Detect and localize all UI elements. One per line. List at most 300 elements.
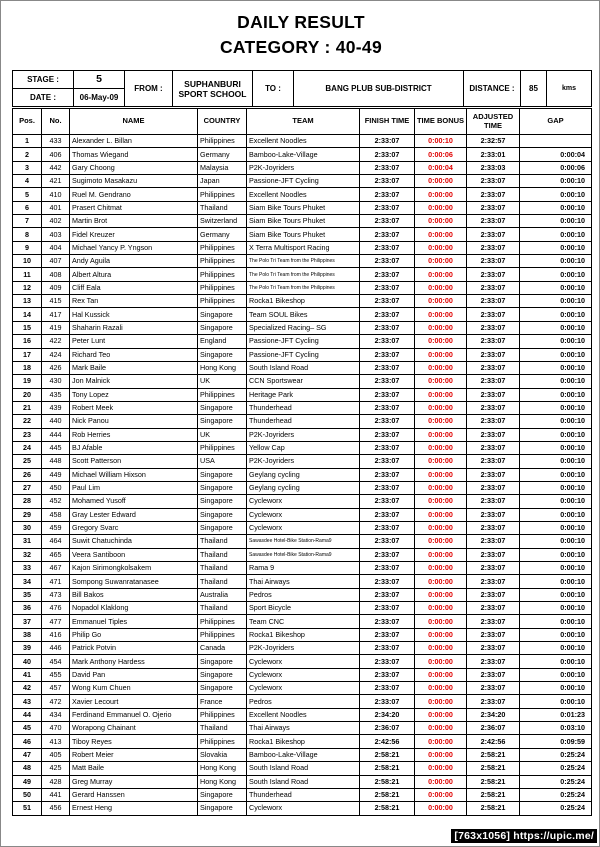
cell-name: Scott Patterson — [70, 455, 198, 468]
cell-bonus: 0:00:00 — [415, 788, 467, 801]
cell-name: David Pan — [70, 668, 198, 681]
col-name: NAME — [70, 109, 198, 135]
cell-no: 404 — [42, 241, 70, 254]
table-row — [13, 495, 592, 508]
cell-pos: 25 — [13, 455, 42, 468]
cell-finish: 2:33:07 — [360, 228, 415, 241]
cell-adjusted: 2:33:07 — [467, 308, 520, 321]
cell-bonus: 0:00:00 — [415, 228, 467, 241]
cell-finish: 2:33:07 — [360, 321, 415, 334]
cell-team: Passione-JFT Cycling — [247, 335, 360, 348]
cell-bonus: 0:00:00 — [415, 695, 467, 708]
cell-pos: 23 — [13, 428, 42, 441]
cell-gap: 0:00:10 — [520, 481, 592, 494]
cell-no: 445 — [42, 441, 70, 454]
cell-no: 457 — [42, 682, 70, 695]
cell-gap: 0:00:10 — [520, 388, 592, 401]
distance-unit: kms — [547, 71, 592, 107]
cell-name: Hal Kussick — [70, 308, 198, 321]
cell-country: UK — [198, 428, 247, 441]
cell-name: Rex Tan — [70, 295, 198, 308]
cell-bonus: 0:00:00 — [415, 241, 467, 254]
cell-country: Thailand — [198, 575, 247, 588]
date-label: DATE : — [13, 89, 74, 107]
cell-adjusted: 2:36:07 — [467, 722, 520, 735]
cell-pos: 19 — [13, 375, 42, 388]
cell-gap: 0:00:10 — [520, 668, 592, 681]
cell-adjusted: 2:33:07 — [467, 495, 520, 508]
cell-finish: 2:58:21 — [360, 788, 415, 801]
cell-no: 406 — [42, 148, 70, 161]
cell-bonus: 0:00:00 — [415, 495, 467, 508]
cell-finish: 2:33:07 — [360, 295, 415, 308]
cell-bonus: 0:00:00 — [415, 428, 467, 441]
cell-country: Singapore — [198, 481, 247, 494]
cell-team: Sawasdee Hotel-Bike Station-Rama9 — [247, 535, 360, 548]
cell-adjusted: 2:33:07 — [467, 388, 520, 401]
cell-pos: 3 — [13, 161, 42, 174]
cell-name: Mohamed Yusoff — [70, 495, 198, 508]
cell-adjusted: 2:33:07 — [467, 361, 520, 374]
cell-name: Michael William Hixson — [70, 468, 198, 481]
cell-finish: 2:33:07 — [360, 441, 415, 454]
cell-bonus: 0:00:00 — [415, 588, 467, 601]
table-row — [13, 268, 592, 281]
cell-name: Patrick Potvin — [70, 642, 198, 655]
cell-pos: 49 — [13, 775, 42, 788]
cell-pos: 48 — [13, 762, 42, 775]
cell-adjusted: 2:33:07 — [467, 642, 520, 655]
cell-bonus: 0:00:00 — [415, 682, 467, 695]
cell-bonus: 0:00:00 — [415, 602, 467, 615]
cell-country: Philippines — [198, 441, 247, 454]
cell-bonus: 0:00:00 — [415, 615, 467, 628]
cell-no: 459 — [42, 521, 70, 534]
cell-bonus: 0:00:00 — [415, 295, 467, 308]
cell-pos: 14 — [13, 308, 42, 321]
cell-gap: 0:00:10 — [520, 188, 592, 201]
cell-team: Excellent Noodles — [247, 135, 360, 148]
cell-name: Thomas Wiegand — [70, 148, 198, 161]
cell-finish: 2:33:07 — [360, 535, 415, 548]
cell-team: Yellow Cap — [247, 441, 360, 454]
cell-no: 402 — [42, 215, 70, 228]
cell-no: 415 — [42, 295, 70, 308]
cell-gap: 0:00:10 — [520, 441, 592, 454]
cell-name: Gerard Hanssen — [70, 788, 198, 801]
cell-team: P2K-Joyriders — [247, 642, 360, 655]
cell-no: 426 — [42, 361, 70, 374]
header-row — [13, 109, 592, 135]
cell-country: Singapore — [198, 655, 247, 668]
cell-country: Philippines — [198, 735, 247, 748]
cell-team: Cycleworx — [247, 802, 360, 815]
cell-team: Thai Airways — [247, 575, 360, 588]
cell-gap: 0:25:24 — [520, 788, 592, 801]
cell-gap: 0:00:10 — [520, 495, 592, 508]
cell-finish: 2:33:07 — [360, 628, 415, 641]
cell-pos: 39 — [13, 642, 42, 655]
col-bonus: TIME BONUS — [415, 109, 467, 135]
cell-finish: 2:33:07 — [360, 655, 415, 668]
cell-adjusted: 2:33:01 — [467, 148, 520, 161]
table-row — [13, 281, 592, 294]
cell-team: Thunderhead — [247, 415, 360, 428]
cell-name: Suwit Chatuchinda — [70, 535, 198, 548]
cell-team: Pedros — [247, 695, 360, 708]
cell-pos: 20 — [13, 388, 42, 401]
cell-country: Singapore — [198, 415, 247, 428]
cell-team: Cycleworx — [247, 495, 360, 508]
cell-team: CCN Sportswear — [247, 375, 360, 388]
cell-pos: 8 — [13, 228, 42, 241]
cell-no: 458 — [42, 508, 70, 521]
cell-team: South Island Road — [247, 762, 360, 775]
cell-country: Thailand — [198, 602, 247, 615]
cell-name: Richard Teo — [70, 348, 198, 361]
cell-no: 407 — [42, 255, 70, 268]
cell-bonus: 0:00:00 — [415, 268, 467, 281]
cell-gap: 0:00:10 — [520, 455, 592, 468]
cell-gap: 0:25:24 — [520, 775, 592, 788]
cell-no: 464 — [42, 535, 70, 548]
cell-finish: 2:34:20 — [360, 708, 415, 721]
cell-bonus: 0:00:00 — [415, 655, 467, 668]
stage-label: STAGE : — [13, 71, 74, 89]
date-value: 06-May-09 — [74, 89, 125, 107]
cell-pos: 21 — [13, 401, 42, 414]
cell-no: 449 — [42, 468, 70, 481]
cell-name: Ferdinand Emmanuel O. Ojerio — [70, 708, 198, 721]
cell-bonus: 0:00:00 — [415, 521, 467, 534]
cell-finish: 2:33:07 — [360, 575, 415, 588]
cell-name: Tiboy Reyes — [70, 735, 198, 748]
cell-country: Germany — [198, 148, 247, 161]
table-row — [13, 642, 592, 655]
cell-name: Veera Santiboon — [70, 548, 198, 561]
cell-bonus: 0:00:00 — [415, 735, 467, 748]
cell-finish: 2:33:07 — [360, 281, 415, 294]
cell-no: 441 — [42, 788, 70, 801]
cell-gap: 0:00:10 — [520, 348, 592, 361]
cell-gap: 0:00:10 — [520, 361, 592, 374]
table-row — [13, 401, 592, 414]
cell-finish: 2:33:07 — [360, 682, 415, 695]
cell-finish: 2:33:07 — [360, 695, 415, 708]
cell-no: 448 — [42, 455, 70, 468]
table-row — [13, 775, 592, 788]
cell-adjusted: 2:58:21 — [467, 775, 520, 788]
cell-team: Cycleworx — [247, 668, 360, 681]
cell-name: Ruel M. Gendrano — [70, 188, 198, 201]
cell-bonus: 0:00:00 — [415, 562, 467, 575]
cell-bonus: 0:00:00 — [415, 508, 467, 521]
cell-no: 410 — [42, 188, 70, 201]
cell-adjusted: 2:33:07 — [467, 695, 520, 708]
cell-team: Thunderhead — [247, 401, 360, 414]
cell-team: Passione-JFT Cycling — [247, 348, 360, 361]
cell-finish: 2:33:07 — [360, 348, 415, 361]
cell-no: 419 — [42, 321, 70, 334]
table-row — [13, 602, 592, 615]
cell-team: Rocka1 Bikeshop — [247, 735, 360, 748]
cell-bonus: 0:00:00 — [415, 255, 467, 268]
to-value: BANG PLUB SUB-DISTRICT — [294, 71, 464, 107]
cell-no: 424 — [42, 348, 70, 361]
cell-gap: 0:09:59 — [520, 735, 592, 748]
cell-gap: 0:00:04 — [520, 148, 592, 161]
cell-finish: 2:33:07 — [360, 602, 415, 615]
cell-finish: 2:33:07 — [360, 428, 415, 441]
cell-finish: 2:33:07 — [360, 495, 415, 508]
cell-finish: 2:33:07 — [360, 468, 415, 481]
table-row — [13, 148, 592, 161]
cell-country: UK — [198, 375, 247, 388]
cell-adjusted: 2:33:07 — [467, 428, 520, 441]
cell-team: Rocka1 Bikeshop — [247, 295, 360, 308]
cell-country: Singapore — [198, 348, 247, 361]
cell-pos: 11 — [13, 268, 42, 281]
cell-no: 435 — [42, 388, 70, 401]
cell-team: P2K-Joyriders — [247, 161, 360, 174]
cell-pos: 7 — [13, 215, 42, 228]
cell-no: 454 — [42, 655, 70, 668]
cell-name: Albert Altura — [70, 268, 198, 281]
cell-country: Japan — [198, 175, 247, 188]
table-row — [13, 201, 592, 214]
cell-team: Cycleworx — [247, 655, 360, 668]
cell-country: Philippines — [198, 708, 247, 721]
col-finish: FINISH TIME — [360, 109, 415, 135]
distance-label: DISTANCE : — [464, 71, 521, 107]
cell-team: P2K-Joyriders — [247, 428, 360, 441]
cell-gap: 0:00:10 — [520, 255, 592, 268]
cell-team: The Polo Tri Team from the Philippines — [247, 268, 360, 281]
cell-finish: 2:33:07 — [360, 508, 415, 521]
cell-bonus: 0:00:00 — [415, 455, 467, 468]
cell-adjusted: 2:33:07 — [467, 281, 520, 294]
cell-country: Malaysia — [198, 161, 247, 174]
cell-no: 428 — [42, 775, 70, 788]
table-row — [13, 682, 592, 695]
cell-finish: 2:33:07 — [360, 455, 415, 468]
cell-pos: 32 — [13, 548, 42, 561]
cell-adjusted: 2:33:07 — [467, 188, 520, 201]
cell-pos: 1 — [13, 135, 42, 148]
cell-adjusted: 2:58:21 — [467, 788, 520, 801]
cell-country: Australia — [198, 588, 247, 601]
cell-country: Singapore — [198, 521, 247, 534]
cell-finish: 2:33:07 — [360, 361, 415, 374]
cell-name: Martin Brot — [70, 215, 198, 228]
cell-team: Heritage Park — [247, 388, 360, 401]
cell-adjusted: 2:33:07 — [467, 175, 520, 188]
cell-no: 409 — [42, 281, 70, 294]
cell-bonus: 0:00:00 — [415, 375, 467, 388]
cell-bonus: 0:00:00 — [415, 762, 467, 775]
cell-bonus: 0:00:00 — [415, 415, 467, 428]
cell-finish: 2:33:07 — [360, 401, 415, 414]
cell-pos: 41 — [13, 668, 42, 681]
cell-country: Thailand — [198, 201, 247, 214]
cell-bonus: 0:00:00 — [415, 535, 467, 548]
cell-bonus: 0:00:00 — [415, 775, 467, 788]
cell-finish: 2:58:21 — [360, 802, 415, 815]
cell-pos: 43 — [13, 695, 42, 708]
cell-pos: 33 — [13, 562, 42, 575]
table-row — [13, 481, 592, 494]
cell-pos: 9 — [13, 241, 42, 254]
cell-name: Worapong Chainant — [70, 722, 198, 735]
cell-bonus: 0:00:00 — [415, 802, 467, 815]
cell-no: 471 — [42, 575, 70, 588]
cell-pos: 36 — [13, 602, 42, 615]
cell-pos: 15 — [13, 321, 42, 334]
cell-name: Gregory Svarc — [70, 521, 198, 534]
cell-finish: 2:33:07 — [360, 215, 415, 228]
cell-no: 416 — [42, 628, 70, 641]
cell-bonus: 0:00:00 — [415, 575, 467, 588]
col-team: TEAM — [247, 109, 360, 135]
cell-country: Philippines — [198, 241, 247, 254]
cell-bonus: 0:00:00 — [415, 361, 467, 374]
cell-adjusted: 2:42:56 — [467, 735, 520, 748]
cell-pos: 35 — [13, 588, 42, 601]
table-row — [13, 295, 592, 308]
cell-adjusted: 2:33:07 — [467, 682, 520, 695]
cell-bonus: 0:00:00 — [415, 215, 467, 228]
cell-finish: 2:33:07 — [360, 415, 415, 428]
cell-bonus: 0:00:00 — [415, 188, 467, 201]
cell-gap: 0:00:10 — [520, 241, 592, 254]
cell-team: Cycleworx — [247, 521, 360, 534]
cell-pos: 40 — [13, 655, 42, 668]
cell-adjusted: 2:33:07 — [467, 201, 520, 214]
cell-bonus: 0:00:00 — [415, 548, 467, 561]
col-adjusted: ADJUSTED TIME — [467, 109, 520, 135]
cell-team: Excellent Noodles — [247, 188, 360, 201]
cell-no: 472 — [42, 695, 70, 708]
cell-country: Philippines — [198, 281, 247, 294]
watermark: [763x1056] https://upic.me/ — [451, 829, 597, 843]
table-row — [13, 361, 592, 374]
cell-pos: 47 — [13, 748, 42, 761]
table-row — [13, 161, 592, 174]
cell-bonus: 0:00:00 — [415, 468, 467, 481]
cell-finish: 2:36:07 — [360, 722, 415, 735]
cell-gap: 0:00:10 — [520, 548, 592, 561]
cell-country: Philippines — [198, 268, 247, 281]
cell-gap: 0:00:10 — [520, 575, 592, 588]
cell-finish: 2:33:07 — [360, 642, 415, 655]
cell-no: 421 — [42, 175, 70, 188]
cell-name: Sugimoto Masakazu — [70, 175, 198, 188]
cell-adjusted: 2:33:07 — [467, 215, 520, 228]
table-row — [13, 348, 592, 361]
from-value: SUPHANBURI SPORT SCHOOL — [173, 71, 253, 107]
cell-finish: 2:33:07 — [360, 668, 415, 681]
cell-country: Hong Kong — [198, 775, 247, 788]
cell-adjusted: 2:32:57 — [467, 135, 520, 148]
cell-pos: 31 — [13, 535, 42, 548]
cell-name: Ernest Heng — [70, 802, 198, 815]
cell-pos: 22 — [13, 415, 42, 428]
table-row — [13, 321, 592, 334]
cell-name: Kajon Sirimongkolsakem — [70, 562, 198, 575]
cell-name: Robert Meek — [70, 401, 198, 414]
distance-value: 85 — [521, 71, 547, 107]
cell-adjusted: 2:58:21 — [467, 762, 520, 775]
cell-finish: 2:33:07 — [360, 615, 415, 628]
cell-name: Cliff Eala — [70, 281, 198, 294]
cell-country: Thailand — [198, 722, 247, 735]
cell-no: 446 — [42, 642, 70, 655]
cell-gap: 0:00:10 — [520, 335, 592, 348]
cell-name: Gray Lester Edward — [70, 508, 198, 521]
cell-pos: 37 — [13, 615, 42, 628]
cell-adjusted: 2:33:07 — [467, 415, 520, 428]
cell-finish: 2:33:07 — [360, 308, 415, 321]
cell-country: Germany — [198, 228, 247, 241]
cell-pos: 10 — [13, 255, 42, 268]
cell-no: 465 — [42, 548, 70, 561]
cell-gap: 0:03:10 — [520, 722, 592, 735]
cell-no: 467 — [42, 562, 70, 575]
cell-team: South Island Road — [247, 775, 360, 788]
table-row — [13, 455, 592, 468]
cell-adjusted: 2:33:07 — [467, 228, 520, 241]
cell-country: Philippines — [198, 615, 247, 628]
cell-name: Philip Go — [70, 628, 198, 641]
cell-team: Team CNC — [247, 615, 360, 628]
cell-gap: 0:00:10 — [520, 228, 592, 241]
cell-finish: 2:33:07 — [360, 562, 415, 575]
col-country: COUNTRY — [198, 109, 247, 135]
cell-no: 434 — [42, 708, 70, 721]
cell-finish: 2:33:07 — [360, 481, 415, 494]
cell-adjusted: 2:33:07 — [467, 535, 520, 548]
cell-no: 470 — [42, 722, 70, 735]
cell-country: Philippines — [198, 135, 247, 148]
cell-team: Thunderhead — [247, 788, 360, 801]
cell-team: Excellent Noodles — [247, 708, 360, 721]
table-row — [13, 468, 592, 481]
cell-bonus: 0:00:00 — [415, 668, 467, 681]
cell-adjusted: 2:33:07 — [467, 655, 520, 668]
cell-gap: 0:01:23 — [520, 708, 592, 721]
cell-bonus: 0:00:00 — [415, 441, 467, 454]
cell-pos: 24 — [13, 441, 42, 454]
table-row — [13, 415, 592, 428]
cell-gap: 0:00:10 — [520, 682, 592, 695]
cell-no: 408 — [42, 268, 70, 281]
from-label: FROM : — [125, 71, 173, 107]
cell-pos: 6 — [13, 201, 42, 214]
cell-country: Thailand — [198, 535, 247, 548]
cell-gap: 0:00:10 — [520, 428, 592, 441]
cell-team: Thai Airways — [247, 722, 360, 735]
cell-bonus: 0:00:00 — [415, 748, 467, 761]
cell-bonus: 0:00:00 — [415, 321, 467, 334]
cell-pos: 44 — [13, 708, 42, 721]
cell-pos: 4 — [13, 175, 42, 188]
cell-country: Singapore — [198, 321, 247, 334]
cell-team: X Terra Multisport Racing — [247, 241, 360, 254]
cell-country: Philippines — [198, 295, 247, 308]
cell-country: Singapore — [198, 508, 247, 521]
cell-finish: 2:33:07 — [360, 268, 415, 281]
cell-name: Andy Aguila — [70, 255, 198, 268]
